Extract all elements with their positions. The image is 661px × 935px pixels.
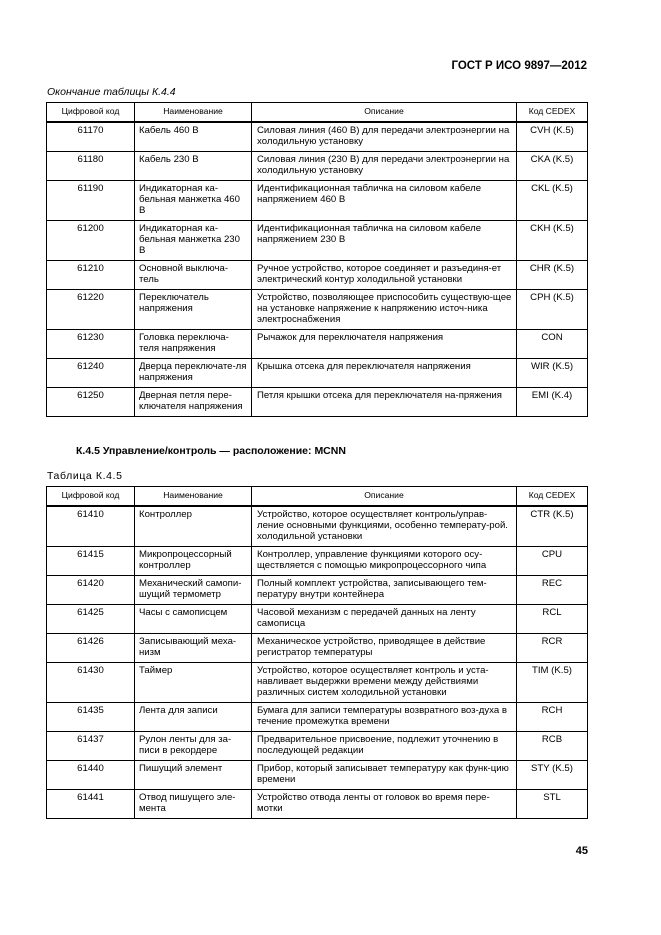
table-row xyxy=(47,152,588,181)
name-cell: Рулон ленты для за-писи в рекордере xyxy=(135,732,252,761)
table-caption: Таблица К.4.5 xyxy=(47,470,123,482)
table-row xyxy=(47,181,588,221)
table-row xyxy=(47,330,588,359)
description-cell: Бумага для записи температуры возвратного воз-духа в течение промежутка времени xyxy=(252,703,517,732)
description-cell: Полный комплект устройства, записывающего тем-пературу внутри контейнера xyxy=(252,576,517,605)
name-cell: Часы с самописцем xyxy=(135,605,252,634)
description-cell: Идентификационная табличка на силовом кабеле напряжением 230 В xyxy=(252,221,517,261)
name-cell: Записывающий меха-низм xyxy=(135,634,252,663)
table-row xyxy=(47,506,588,547)
table-row xyxy=(47,576,588,605)
description-cell: Устройство отвода ленты от головок во время пере-мотки xyxy=(252,790,517,819)
table-row xyxy=(47,290,588,330)
description-cell: Механическое устройство, приводящее в действие регистратор температуры xyxy=(252,634,517,663)
code-cell: 61230 xyxy=(47,330,135,359)
name-cell: Индикаторная ка-бельная манжетка 460 В xyxy=(135,181,252,221)
cedex-code-cell: STL xyxy=(517,790,588,819)
code-cell: 61240 xyxy=(47,359,135,388)
table-row xyxy=(47,122,588,152)
name-cell: Кабель 460 В xyxy=(135,122,252,152)
cedex-code-cell: EMI (K.4) xyxy=(517,388,588,417)
cedex-code-cell: RCH xyxy=(517,703,588,732)
column-header: Цифровой код xyxy=(47,487,135,507)
cedex-code-cell: CVH (K.5) xyxy=(517,122,588,152)
table-row xyxy=(47,359,588,388)
description-cell: Устройство, которое осуществляет контроль/управ-ление основными функциями, особенно температу-рой. холодильной установки xyxy=(252,506,517,547)
table-row xyxy=(47,732,588,761)
cedex-code-cell: RCL xyxy=(517,605,588,634)
table-header-row xyxy=(47,103,588,123)
table-row xyxy=(47,761,588,790)
name-cell: Механический самопи-шущий термометр xyxy=(135,576,252,605)
cedex-code-cell: CHR (K.5) xyxy=(517,261,588,290)
name-cell: Головка переключа-теля напряжения xyxy=(135,330,252,359)
column-header: Код CEDEX xyxy=(517,487,588,507)
name-cell: Основной выключа-тель xyxy=(135,261,252,290)
code-cell: 61170 xyxy=(47,122,135,152)
cedex-code-cell: TIM (K.5) xyxy=(517,663,588,703)
name-cell: Микропроцессорный контроллер xyxy=(135,547,252,576)
table-row xyxy=(47,547,588,576)
document-header: ГОСТ Р ИСО 9897—2012 xyxy=(451,60,587,72)
name-cell: Дверца переключате-ля напряжения xyxy=(135,359,252,388)
code-cell: 61425 xyxy=(47,605,135,634)
cedex-code-cell: RCB xyxy=(517,732,588,761)
description-cell: Идентификационная табличка на силовом кабеле напряжением 460 В xyxy=(252,181,517,221)
cedex-code-cell: CPH (K.5) xyxy=(517,290,588,330)
name-cell: Контроллер xyxy=(135,506,252,547)
table-row xyxy=(47,703,588,732)
name-cell: Таймер xyxy=(135,663,252,703)
column-header: Код CEDEX xyxy=(517,103,588,123)
description-cell: Ручное устройство, которое соединяет и разъединя-ет электрический контур холодильной установки xyxy=(252,261,517,290)
column-header: Наименование xyxy=(135,487,252,507)
section-heading: К.4.5 Управление/контроль — расположение: MCNN xyxy=(76,445,346,457)
code-cell: 61410 xyxy=(47,506,135,547)
cedex-code-cell: CON xyxy=(517,330,588,359)
page-number: 45 xyxy=(575,845,588,857)
table-k44 xyxy=(46,102,588,417)
code-cell: 61430 xyxy=(47,663,135,703)
description-cell: Рычажок для переключателя напряжения xyxy=(252,330,517,359)
table-continuation-caption: Окончание таблицы К.4.4 xyxy=(47,86,176,98)
description-cell: Силовая линия (230 В) для передачи электроэнергии на холодильную установку xyxy=(252,152,517,181)
code-cell: 61210 xyxy=(47,261,135,290)
table-header-row xyxy=(47,487,588,507)
code-cell: 61250 xyxy=(47,388,135,417)
cedex-code-cell: CKA (K.5) xyxy=(517,152,588,181)
code-cell: 61190 xyxy=(47,181,135,221)
name-cell: Кабель 230 В xyxy=(135,152,252,181)
description-cell: Контроллер, управление функциями которого осу-ществляется с помощью микропроцессорного чипа xyxy=(252,547,517,576)
column-header: Описание xyxy=(252,487,517,507)
name-cell: Лента для записи xyxy=(135,703,252,732)
code-cell: 61435 xyxy=(47,703,135,732)
cedex-code-cell: CTR (K.5) xyxy=(517,506,588,547)
description-cell: Предварительное присвоение, подлежит уточнению в последующей редакции xyxy=(252,732,517,761)
code-cell: 61441 xyxy=(47,790,135,819)
description-cell: Часовой механизм с передачей данных на ленту самописца xyxy=(252,605,517,634)
code-cell: 61437 xyxy=(47,732,135,761)
table-row xyxy=(47,221,588,261)
code-cell: 61426 xyxy=(47,634,135,663)
name-cell: Дверная петля пере-ключателя напряжения xyxy=(135,388,252,417)
table-k45 xyxy=(46,486,588,819)
description-cell: Силовая линия (460 В) для передачи электроэнергии на холодильную установку xyxy=(252,122,517,152)
column-header: Описание xyxy=(252,103,517,123)
description-cell: Устройство, которое осуществляет контроль и уста-навливает выдержки времени между действиями различных систем холодильной установки xyxy=(252,663,517,703)
code-cell: 61200 xyxy=(47,221,135,261)
name-cell: Пишущий элемент xyxy=(135,761,252,790)
column-header: Цифровой код xyxy=(47,103,135,123)
cedex-code-cell: CPU xyxy=(517,547,588,576)
cedex-code-cell: RCR xyxy=(517,634,588,663)
description-cell: Крышка отсека для переключателя напряжения xyxy=(252,359,517,388)
cedex-code-cell: REC xyxy=(517,576,588,605)
code-cell: 61440 xyxy=(47,761,135,790)
table-row xyxy=(47,634,588,663)
name-cell: Отвод пишущего эле-мента xyxy=(135,790,252,819)
table-row xyxy=(47,388,588,417)
table-row xyxy=(47,663,588,703)
name-cell: Переключатель напряжения xyxy=(135,290,252,330)
table-row xyxy=(47,790,588,819)
cedex-code-cell: STY (K.5) xyxy=(517,761,588,790)
description-cell: Петля крышки отсека для переключателя на-пряжения xyxy=(252,388,517,417)
cedex-code-cell: CKH (K.5) xyxy=(517,221,588,261)
name-cell: Индикаторная ка-бельная манжетка 230 В xyxy=(135,221,252,261)
table-row xyxy=(47,605,588,634)
cedex-code-cell: WIR (K.5) xyxy=(517,359,588,388)
cedex-code-cell: CKL (K.5) xyxy=(517,181,588,221)
code-cell: 61420 xyxy=(47,576,135,605)
column-header: Наименование xyxy=(135,103,252,123)
description-cell: Устройство, позволяющее приспособить существую-щее на установке напряжение к напряжению источ-ника электроснабжения xyxy=(252,290,517,330)
code-cell: 61180 xyxy=(47,152,135,181)
table-row xyxy=(47,261,588,290)
code-cell: 61220 xyxy=(47,290,135,330)
code-cell: 61415 xyxy=(47,547,135,576)
description-cell: Прибор, который записывает температуру как функ-цию времени xyxy=(252,761,517,790)
